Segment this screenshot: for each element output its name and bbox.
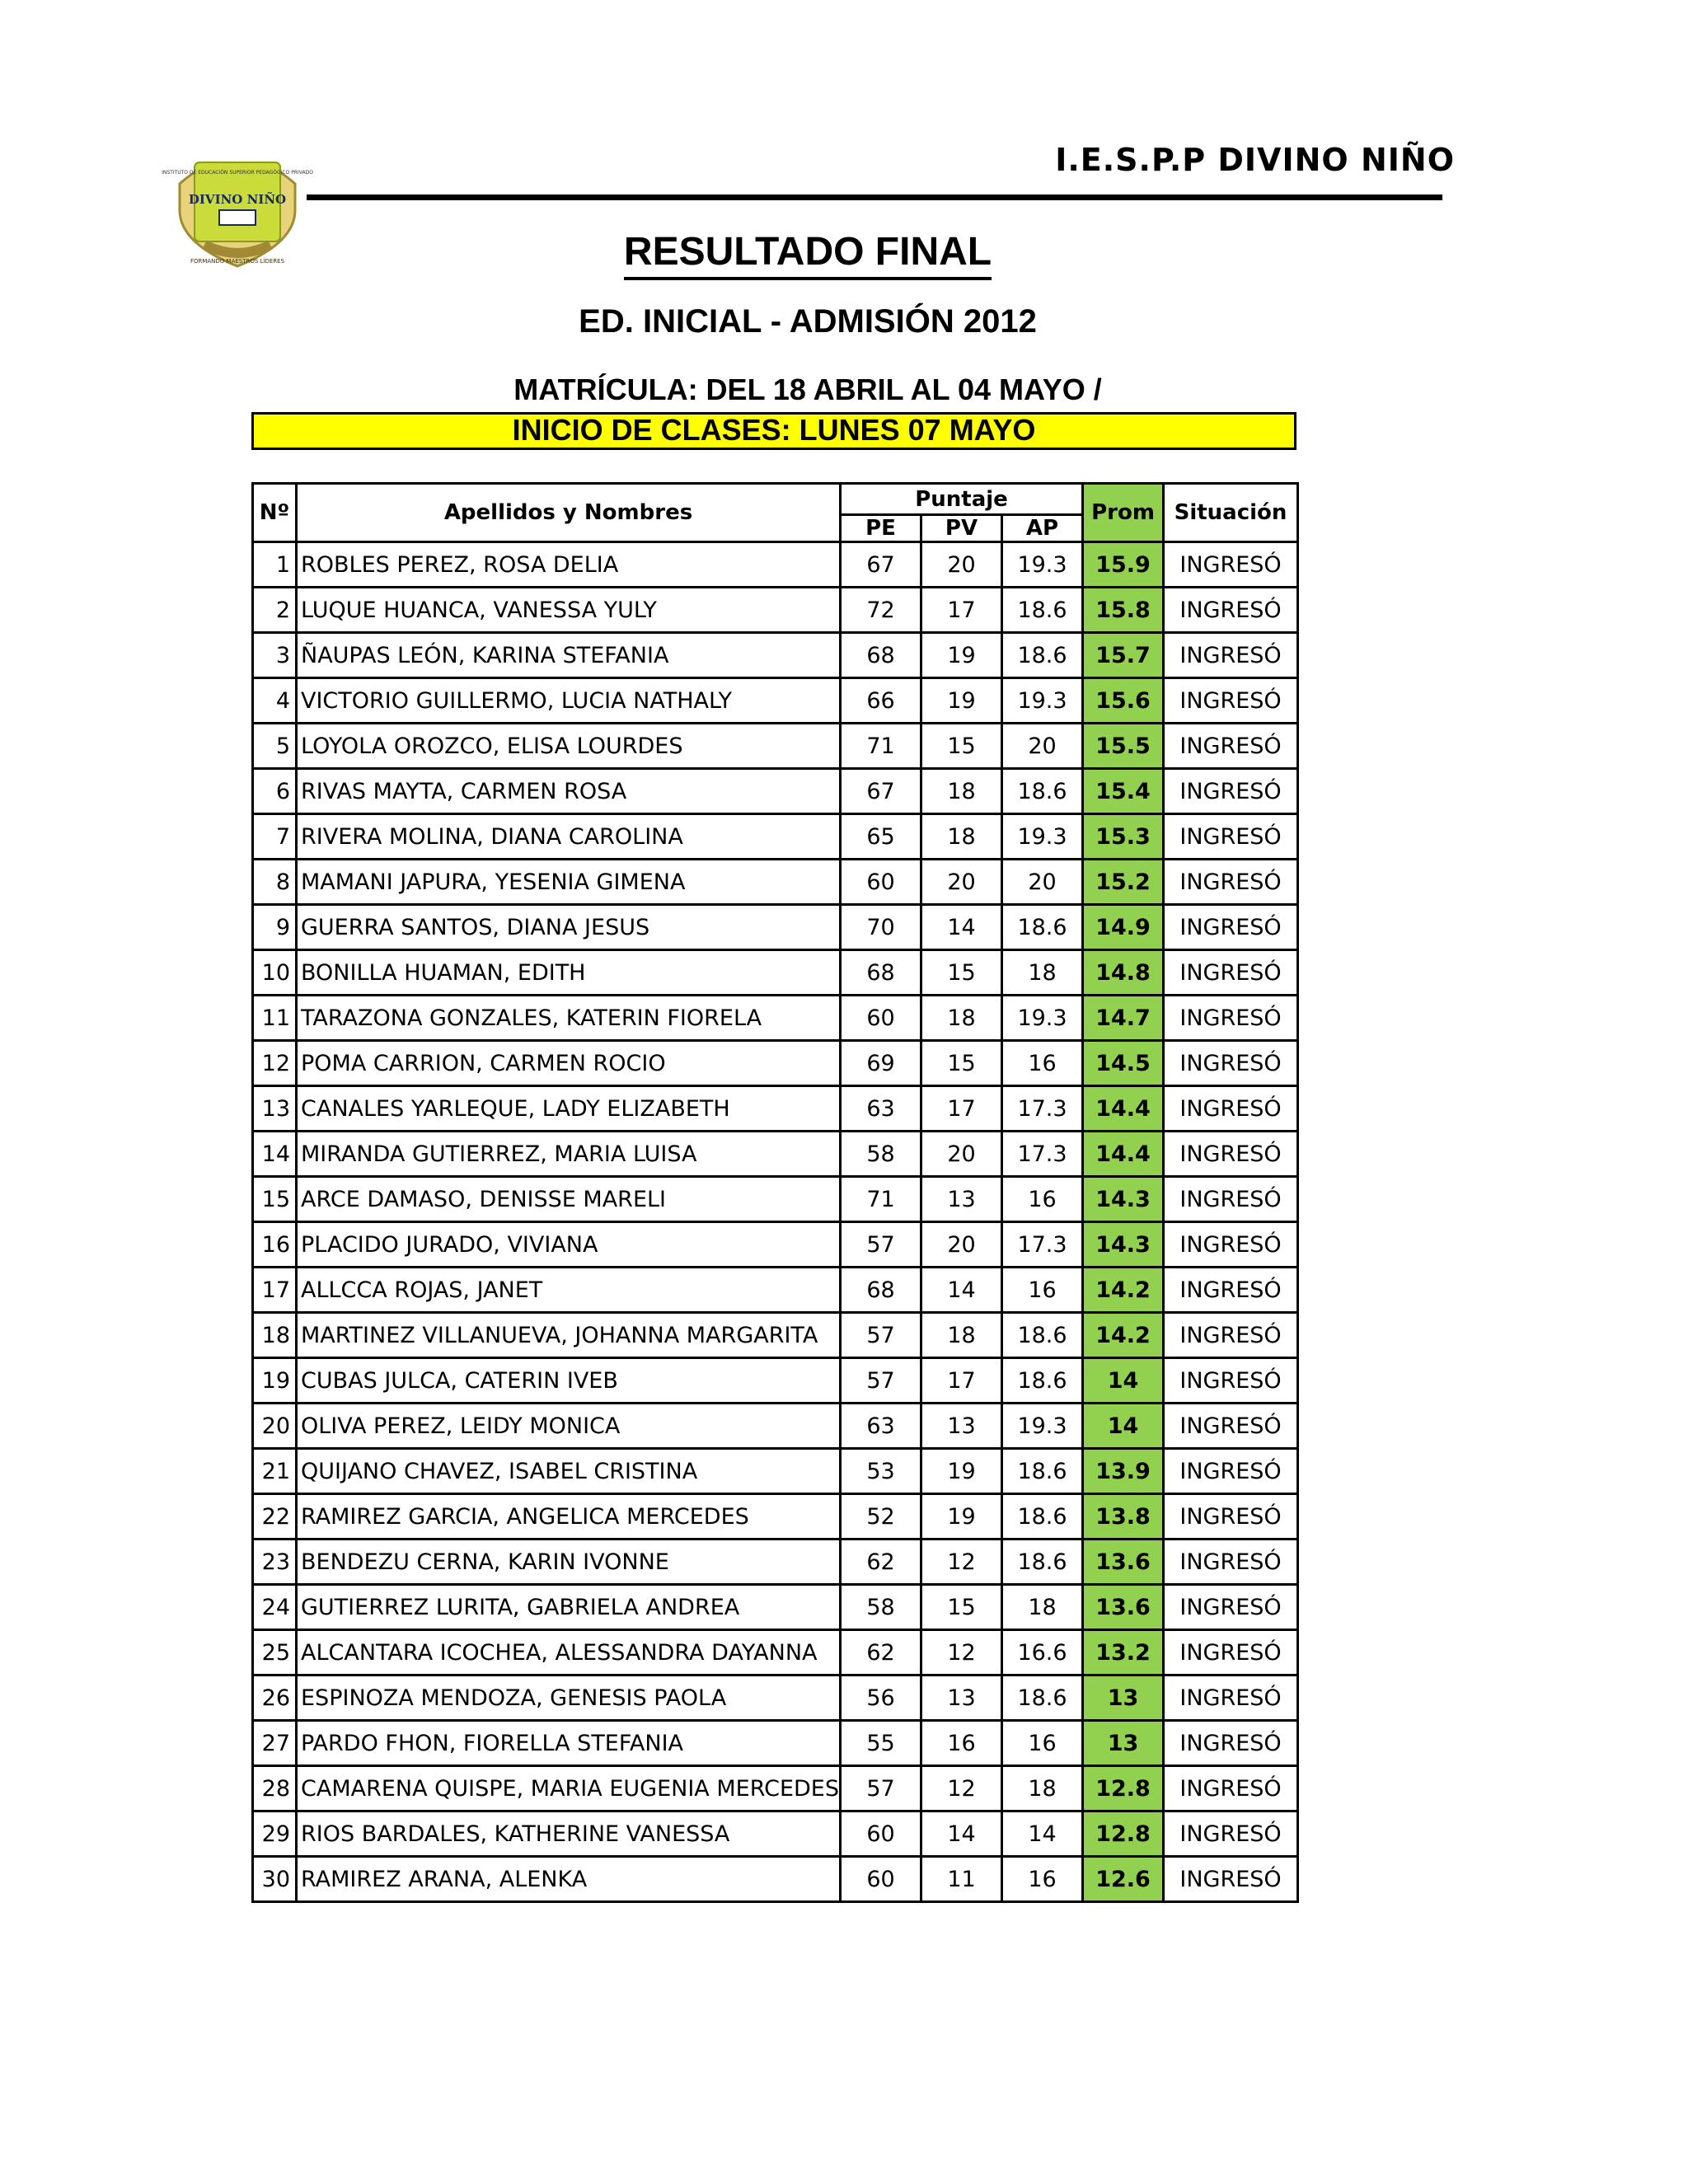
score-pv: 18 bbox=[921, 769, 1002, 814]
row-number: 3 bbox=[253, 633, 297, 678]
student-name: VICTORIO GUILLERMO, LUCIA NATHALY bbox=[297, 678, 841, 724]
header-pv: PV bbox=[921, 515, 1002, 542]
status: INGRESÓ bbox=[1164, 1766, 1298, 1811]
table-row bbox=[253, 1086, 1298, 1132]
row-number: 12 bbox=[253, 1041, 297, 1086]
status: INGRESÓ bbox=[1164, 1132, 1298, 1177]
score-ap: 16.6 bbox=[1002, 1630, 1083, 1675]
score-ap: 14 bbox=[1002, 1811, 1083, 1857]
status: INGRESÓ bbox=[1164, 542, 1298, 588]
score-ap: 18.6 bbox=[1002, 769, 1083, 814]
document-title bbox=[0, 229, 1615, 274]
score-pv: 13 bbox=[921, 1675, 1002, 1721]
table-row bbox=[253, 678, 1298, 724]
score-ap: 17.3 bbox=[1002, 1086, 1083, 1132]
student-name: MARTINEZ VILLANUEVA, JOHANNA MARGARITA bbox=[297, 1313, 841, 1358]
table-row bbox=[253, 769, 1298, 814]
row-number: 28 bbox=[253, 1766, 297, 1811]
row-number: 13 bbox=[253, 1086, 297, 1132]
row-number: 2 bbox=[253, 588, 297, 633]
score-ap: 16 bbox=[1002, 1721, 1083, 1766]
table-row bbox=[253, 1721, 1298, 1766]
row-number: 19 bbox=[253, 1358, 297, 1404]
status: INGRESÓ bbox=[1164, 1086, 1298, 1132]
status: INGRESÓ bbox=[1164, 1494, 1298, 1540]
student-name: RIOS BARDALES, KATHERINE VANESSA bbox=[297, 1811, 841, 1857]
row-number: 20 bbox=[253, 1404, 297, 1449]
student-name: RAMIREZ ARANA, ALENKA bbox=[297, 1857, 841, 1902]
student-name: LOYOLA OROZCO, ELISA LOURDES bbox=[297, 724, 841, 769]
student-name: BONILLA HUAMAN, EDITH bbox=[297, 950, 841, 996]
status: INGRESÓ bbox=[1164, 1585, 1298, 1630]
score-ap: 18.6 bbox=[1002, 1449, 1083, 1494]
header-prom: Prom bbox=[1083, 484, 1164, 542]
score-pe: 53 bbox=[841, 1449, 921, 1494]
table-row bbox=[253, 1358, 1298, 1404]
status: INGRESÓ bbox=[1164, 1811, 1298, 1857]
status: INGRESÓ bbox=[1164, 1041, 1298, 1086]
score-prom: 12.8 bbox=[1083, 1811, 1164, 1857]
row-number: 30 bbox=[253, 1857, 297, 1902]
score-pv: 11 bbox=[921, 1857, 1002, 1902]
score-prom: 13.6 bbox=[1083, 1585, 1164, 1630]
score-prom: 13.6 bbox=[1083, 1540, 1164, 1585]
student-name: RIVERA MOLINA, DIANA CAROLINA bbox=[297, 814, 841, 860]
svg-text:FORMANDO MAESTROS LÍDERES: FORMANDO MAESTROS LÍDERES bbox=[190, 258, 285, 265]
student-name: CUBAS JULCA, CATERIN IVEB bbox=[297, 1358, 841, 1404]
table-row bbox=[253, 724, 1298, 769]
score-prom: 14.4 bbox=[1083, 1086, 1164, 1132]
status: INGRESÓ bbox=[1164, 588, 1298, 633]
score-pv: 19 bbox=[921, 678, 1002, 724]
status: INGRESÓ bbox=[1164, 678, 1298, 724]
student-name: GUTIERREZ LURITA, GABRIELA ANDREA bbox=[297, 1585, 841, 1630]
score-pe: 68 bbox=[841, 633, 921, 678]
student-name: TARAZONA GONZALES, KATERIN FIORELA bbox=[297, 996, 841, 1041]
score-prom: 13 bbox=[1083, 1721, 1164, 1766]
score-ap: 16 bbox=[1002, 1041, 1083, 1086]
row-number: 27 bbox=[253, 1721, 297, 1766]
class-start-banner: INICIO DE CLASES: LUNES 07 MAYO bbox=[251, 412, 1296, 450]
student-name: BENDEZU CERNA, KARIN IVONNE bbox=[297, 1540, 841, 1585]
score-prom: 14.2 bbox=[1083, 1268, 1164, 1313]
score-pe: 68 bbox=[841, 950, 921, 996]
score-prom: 12.8 bbox=[1083, 1766, 1164, 1811]
score-prom: 14.5 bbox=[1083, 1041, 1164, 1086]
score-pe: 69 bbox=[841, 1041, 921, 1086]
status: INGRESÓ bbox=[1164, 1177, 1298, 1222]
row-number: 1 bbox=[253, 542, 297, 588]
score-pv: 15 bbox=[921, 724, 1002, 769]
table-row bbox=[253, 860, 1298, 905]
score-pv: 12 bbox=[921, 1540, 1002, 1585]
header-pe: PE bbox=[841, 515, 921, 542]
score-ap: 18.6 bbox=[1002, 1313, 1083, 1358]
score-pe: 57 bbox=[841, 1222, 921, 1268]
student-name: ROBLES PEREZ, ROSA DELIA bbox=[297, 542, 841, 588]
score-pe: 72 bbox=[841, 588, 921, 633]
score-pe: 62 bbox=[841, 1630, 921, 1675]
score-pv: 15 bbox=[921, 950, 1002, 996]
table-row bbox=[253, 814, 1298, 860]
score-prom: 14 bbox=[1083, 1404, 1164, 1449]
score-pv: 20 bbox=[921, 860, 1002, 905]
table-row bbox=[253, 1313, 1298, 1358]
score-pv: 18 bbox=[921, 814, 1002, 860]
row-number: 26 bbox=[253, 1675, 297, 1721]
score-ap: 19.3 bbox=[1002, 996, 1083, 1041]
score-pe: 60 bbox=[841, 996, 921, 1041]
svg-text:DIVINO NIÑO: DIVINO NIÑO bbox=[188, 192, 287, 207]
row-number: 11 bbox=[253, 996, 297, 1041]
score-prom: 15.5 bbox=[1083, 724, 1164, 769]
score-pe: 52 bbox=[841, 1494, 921, 1540]
header-situacion: Situación bbox=[1164, 484, 1298, 542]
row-number: 9 bbox=[253, 905, 297, 950]
score-prom: 12.6 bbox=[1083, 1857, 1164, 1902]
score-pv: 12 bbox=[921, 1630, 1002, 1675]
table-row bbox=[253, 905, 1298, 950]
student-name: MAMANI JAPURA, YESENIA GIMENA bbox=[297, 860, 841, 905]
row-number: 18 bbox=[253, 1313, 297, 1358]
student-name: ÑAUPAS LEÓN, KARINA STEFANIA bbox=[297, 633, 841, 678]
student-name: ESPINOZA MENDOZA, GENESIS PAOLA bbox=[297, 1675, 841, 1721]
status: INGRESÓ bbox=[1164, 1721, 1298, 1766]
table-row bbox=[253, 542, 1298, 588]
row-number: 5 bbox=[253, 724, 297, 769]
student-name: PLACIDO JURADO, VIVIANA bbox=[297, 1222, 841, 1268]
table-row bbox=[253, 1811, 1298, 1857]
table-row bbox=[253, 588, 1298, 633]
institution-name: I.E.S.P.P DIVINO NIÑO bbox=[1055, 142, 1455, 178]
score-pv: 18 bbox=[921, 1313, 1002, 1358]
score-pe: 67 bbox=[841, 542, 921, 588]
status: INGRESÓ bbox=[1164, 1268, 1298, 1313]
results-body bbox=[253, 542, 1298, 1902]
row-number: 14 bbox=[253, 1132, 297, 1177]
table-row bbox=[253, 1449, 1298, 1494]
score-ap: 17.3 bbox=[1002, 1222, 1083, 1268]
score-pv: 14 bbox=[921, 1811, 1002, 1857]
row-number: 17 bbox=[253, 1268, 297, 1313]
student-name: QUIJANO CHAVEZ, ISABEL CRISTINA bbox=[297, 1449, 841, 1494]
score-ap: 18.6 bbox=[1002, 905, 1083, 950]
table-row bbox=[253, 1404, 1298, 1449]
score-prom: 14.9 bbox=[1083, 905, 1164, 950]
student-name: MIRANDA GUTIERREZ, MARIA LUISA bbox=[297, 1132, 841, 1177]
status: INGRESÓ bbox=[1164, 996, 1298, 1041]
student-name: RAMIREZ GARCIA, ANGELICA MERCEDES bbox=[297, 1494, 841, 1540]
student-name: OLIVA PEREZ, LEIDY MONICA bbox=[297, 1404, 841, 1449]
score-pv: 20 bbox=[921, 542, 1002, 588]
score-ap: 19.3 bbox=[1002, 542, 1083, 588]
table-row bbox=[253, 1132, 1298, 1177]
score-pv: 14 bbox=[921, 1268, 1002, 1313]
score-pe: 67 bbox=[841, 769, 921, 814]
score-pe: 63 bbox=[841, 1086, 921, 1132]
score-pv: 15 bbox=[921, 1585, 1002, 1630]
table-row bbox=[253, 1540, 1298, 1585]
score-prom: 14.3 bbox=[1083, 1222, 1164, 1268]
table-row bbox=[253, 1585, 1298, 1630]
score-prom: 13.2 bbox=[1083, 1630, 1164, 1675]
score-pv: 14 bbox=[921, 905, 1002, 950]
score-prom: 13 bbox=[1083, 1675, 1164, 1721]
status: INGRESÓ bbox=[1164, 1222, 1298, 1268]
score-pe: 55 bbox=[841, 1721, 921, 1766]
status: INGRESÓ bbox=[1164, 769, 1298, 814]
student-name: ARCE DAMASO, DENISSE MARELI bbox=[297, 1177, 841, 1222]
student-name: ALCANTARA ICOCHEA, ALESSANDRA DAYANNA bbox=[297, 1630, 841, 1675]
row-number: 16 bbox=[253, 1222, 297, 1268]
score-ap: 19.3 bbox=[1002, 678, 1083, 724]
score-pe: 56 bbox=[841, 1675, 921, 1721]
score-ap: 18.6 bbox=[1002, 1540, 1083, 1585]
status: INGRESÓ bbox=[1164, 814, 1298, 860]
score-pe: 65 bbox=[841, 814, 921, 860]
status: INGRESÓ bbox=[1164, 1630, 1298, 1675]
student-name: PARDO FHON, FIORELLA STEFANIA bbox=[297, 1721, 841, 1766]
score-prom: 15.4 bbox=[1083, 769, 1164, 814]
score-ap: 16 bbox=[1002, 1177, 1083, 1222]
score-pv: 20 bbox=[921, 1132, 1002, 1177]
score-pe: 68 bbox=[841, 1268, 921, 1313]
status: INGRESÓ bbox=[1164, 1675, 1298, 1721]
score-pv: 16 bbox=[921, 1721, 1002, 1766]
score-ap: 16 bbox=[1002, 1268, 1083, 1313]
score-pe: 57 bbox=[841, 1766, 921, 1811]
score-pv: 17 bbox=[921, 588, 1002, 633]
score-prom: 14.4 bbox=[1083, 1132, 1164, 1177]
score-ap: 20 bbox=[1002, 860, 1083, 905]
score-pv: 13 bbox=[921, 1177, 1002, 1222]
student-name: CANALES YARLEQUE, LADY ELIZABETH bbox=[297, 1086, 841, 1132]
score-pe: 58 bbox=[841, 1132, 921, 1177]
score-ap: 18 bbox=[1002, 1585, 1083, 1630]
score-pv: 17 bbox=[921, 1086, 1002, 1132]
score-ap: 19.3 bbox=[1002, 1404, 1083, 1449]
status: INGRESÓ bbox=[1164, 1449, 1298, 1494]
score-ap: 16 bbox=[1002, 1857, 1083, 1902]
header-num: Nº bbox=[253, 484, 297, 542]
table-row bbox=[253, 1041, 1298, 1086]
table-row bbox=[253, 1494, 1298, 1540]
score-prom: 14 bbox=[1083, 1358, 1164, 1404]
score-prom: 15.2 bbox=[1083, 860, 1164, 905]
score-pe: 60 bbox=[841, 860, 921, 905]
enrollment-dates: MATRÍCULA: DEL 18 ABRIL AL 04 MAYO / bbox=[513, 373, 1102, 406]
score-pe: 62 bbox=[841, 1540, 921, 1585]
score-prom: 14.8 bbox=[1083, 950, 1164, 996]
score-pv: 19 bbox=[921, 633, 1002, 678]
score-prom: 14.7 bbox=[1083, 996, 1164, 1041]
row-number: 22 bbox=[253, 1494, 297, 1540]
score-pv: 18 bbox=[921, 996, 1002, 1041]
row-number: 15 bbox=[253, 1177, 297, 1222]
row-number: 25 bbox=[253, 1630, 297, 1675]
header-ap: AP bbox=[1002, 515, 1083, 542]
score-pe: 60 bbox=[841, 1857, 921, 1902]
header-rule bbox=[307, 194, 1442, 200]
student-name: GUERRA SANTOS, DIANA JESUS bbox=[297, 905, 841, 950]
score-ap: 18 bbox=[1002, 950, 1083, 996]
score-pv: 15 bbox=[921, 1041, 1002, 1086]
status: INGRESÓ bbox=[1164, 905, 1298, 950]
status: INGRESÓ bbox=[1164, 950, 1298, 996]
score-ap: 18.6 bbox=[1002, 1358, 1083, 1404]
row-number: 8 bbox=[253, 860, 297, 905]
row-number: 29 bbox=[253, 1811, 297, 1857]
svg-text:INSTITUTO DE EDUCACIÓN SUPERIO: INSTITUTO DE EDUCACIÓN SUPERIOR PEDAGÓGICO PRIVADO bbox=[162, 170, 313, 176]
score-pe: 57 bbox=[841, 1358, 921, 1404]
score-ap: 20 bbox=[1002, 724, 1083, 769]
score-ap: 18 bbox=[1002, 1766, 1083, 1811]
table-row bbox=[253, 1177, 1298, 1222]
score-pe: 70 bbox=[841, 905, 921, 950]
results-table bbox=[251, 482, 1299, 1903]
table-row bbox=[253, 1222, 1298, 1268]
student-name: LUQUE HUANCA, VANESSA YULY bbox=[297, 588, 841, 633]
student-name: POMA CARRION, CARMEN ROCIO bbox=[297, 1041, 841, 1086]
row-number: 23 bbox=[253, 1540, 297, 1585]
row-number: 6 bbox=[253, 769, 297, 814]
student-name: CAMARENA QUISPE, MARIA EUGENIA MERCEDES bbox=[297, 1766, 841, 1811]
status: INGRESÓ bbox=[1164, 724, 1298, 769]
table-row bbox=[253, 1630, 1298, 1675]
table-row bbox=[253, 996, 1298, 1041]
row-number: 4 bbox=[253, 678, 297, 724]
row-number: 24 bbox=[253, 1585, 297, 1630]
table-row bbox=[253, 633, 1298, 678]
document-subtitle: ED. INICIAL - ADMISIÓN 2012 bbox=[579, 303, 1037, 340]
table-row bbox=[253, 950, 1298, 996]
score-pe: 63 bbox=[841, 1404, 921, 1449]
score-pv: 20 bbox=[921, 1222, 1002, 1268]
score-ap: 18.6 bbox=[1002, 588, 1083, 633]
row-number: 10 bbox=[253, 950, 297, 996]
status: INGRESÓ bbox=[1164, 1540, 1298, 1585]
score-pe: 66 bbox=[841, 678, 921, 724]
table-row bbox=[253, 1857, 1298, 1902]
score-pv: 17 bbox=[921, 1358, 1002, 1404]
score-prom: 15.6 bbox=[1083, 678, 1164, 724]
row-number: 7 bbox=[253, 814, 297, 860]
table-row bbox=[253, 1675, 1298, 1721]
header-name: Apellidos y Nombres bbox=[297, 484, 841, 542]
header-puntaje: Puntaje bbox=[841, 484, 1083, 515]
status: INGRESÓ bbox=[1164, 1313, 1298, 1358]
score-pv: 19 bbox=[921, 1449, 1002, 1494]
score-prom: 14.3 bbox=[1083, 1177, 1164, 1222]
score-prom: 15.9 bbox=[1083, 542, 1164, 588]
status: INGRESÓ bbox=[1164, 1857, 1298, 1902]
score-pv: 13 bbox=[921, 1404, 1002, 1449]
score-pv: 19 bbox=[921, 1494, 1002, 1540]
score-ap: 19.3 bbox=[1002, 814, 1083, 860]
score-pe: 71 bbox=[841, 1177, 921, 1222]
score-pe: 57 bbox=[841, 1313, 921, 1358]
status: INGRESÓ bbox=[1164, 860, 1298, 905]
score-prom: 15.3 bbox=[1083, 814, 1164, 860]
score-ap: 18.6 bbox=[1002, 633, 1083, 678]
score-ap: 17.3 bbox=[1002, 1132, 1083, 1177]
status: INGRESÓ bbox=[1164, 1404, 1298, 1449]
status: INGRESÓ bbox=[1164, 1358, 1298, 1404]
row-number: 21 bbox=[253, 1449, 297, 1494]
score-prom: 13.8 bbox=[1083, 1494, 1164, 1540]
title-text: RESULTADO FINAL bbox=[624, 230, 992, 280]
table-row bbox=[253, 1766, 1298, 1811]
score-prom: 15.7 bbox=[1083, 633, 1164, 678]
score-pv: 12 bbox=[921, 1766, 1002, 1811]
score-pe: 60 bbox=[841, 1811, 921, 1857]
score-ap: 18.6 bbox=[1002, 1494, 1083, 1540]
table-row bbox=[253, 1268, 1298, 1313]
score-prom: 13.9 bbox=[1083, 1449, 1164, 1494]
student-name: ALLCCA ROJAS, JANET bbox=[297, 1268, 841, 1313]
score-pe: 71 bbox=[841, 724, 921, 769]
score-prom: 14.2 bbox=[1083, 1313, 1164, 1358]
student-name: RIVAS MAYTA, CARMEN ROSA bbox=[297, 769, 841, 814]
status: INGRESÓ bbox=[1164, 633, 1298, 678]
score-pe: 58 bbox=[841, 1585, 921, 1630]
score-ap: 18.6 bbox=[1002, 1675, 1083, 1721]
score-prom: 15.8 bbox=[1083, 588, 1164, 633]
